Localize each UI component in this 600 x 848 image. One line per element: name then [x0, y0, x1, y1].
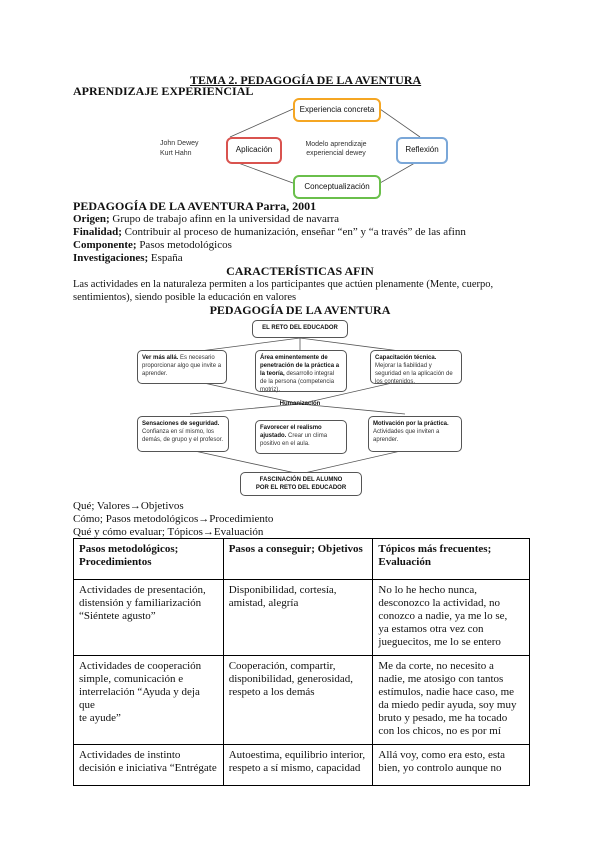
cell-line: Cooperación, compartir,	[228, 660, 336, 672]
flow-box-6-heading: Motivación por la práctica.	[373, 421, 449, 427]
cell-line: Disponibilidad, cortesía,	[228, 584, 337, 596]
cell-line: Actividades de presentación,	[79, 584, 206, 596]
flow-box-5-text: Crear un clima positivo en el aula.	[260, 433, 328, 447]
flow-box-4-heading: Sensaciones de seguridad.	[142, 421, 220, 427]
table-row	[74, 656, 530, 745]
cell-line: Autoestima, equilibrio interior,	[228, 749, 366, 761]
cell-line: simple, comunicación e	[79, 673, 184, 685]
cell-line: da miedo pedir ayuda, soy muy	[378, 699, 517, 711]
componente-text: Pasos metodológicos	[136, 239, 232, 251]
cell-line: Me da corte, no necesito a	[378, 660, 494, 672]
cell-line: nadie, me atosigo con tantos	[378, 673, 504, 685]
cell-line: ya estamos otra vez con	[378, 623, 484, 635]
cell-line: Evaluación	[378, 556, 431, 568]
flow-box-1-text: Es necesario proporcionar algo que invite a aprender.	[142, 355, 222, 377]
flow-box-3-heading: Capacitación técnica.	[375, 355, 437, 361]
flow-box-6	[368, 416, 462, 452]
flow-box-2	[255, 350, 347, 392]
flow-box-4	[137, 416, 229, 452]
flow-heading: PEDAGOGÍA DE LA AVENTURA	[209, 303, 391, 317]
cell-line: Tópicos más frecuentes;	[378, 543, 492, 555]
table-header-cell	[373, 539, 530, 580]
flow-box-5	[255, 420, 347, 454]
flow-box-5-heading: Favorecer el realismo ajustado.	[260, 425, 322, 439]
cell-line: Pasos metodológicos;	[79, 543, 179, 555]
author-hahn: Kurt Hahn	[160, 150, 192, 157]
flow-top-label: EL RETO DEL EDUCADOR	[262, 325, 338, 331]
cycle-node-bottom-label: Conceptualización	[304, 182, 370, 191]
cycle-node-bottom	[293, 175, 381, 199]
cycle-center-label	[295, 140, 377, 158]
cell-line: bruto y pesado, me ha tocado	[378, 712, 508, 724]
cell-line: bien, yo controlo aunque no	[378, 762, 502, 774]
cycle-connector	[380, 109, 420, 137]
cycle-center-line: Modelo aprendizaje	[305, 141, 367, 148]
cycle-node-left-label: Aplicación	[235, 145, 273, 154]
cell-line: estímulos, nadie hace caso, me	[378, 686, 515, 698]
que-line: Qué; Valores→Objetivos	[73, 500, 184, 512]
cycle-connector	[230, 109, 293, 137]
cell-line: decisión e iniciativa “Entrégate	[79, 762, 217, 774]
cell-line: Procedimientos	[79, 556, 152, 568]
cell-line: Actividades de cooperación	[79, 660, 202, 672]
cell-line: distensión y familiarización	[79, 597, 202, 609]
flow-bottom-box	[240, 472, 362, 496]
cell-line: No lo he hecho nunca,	[378, 584, 478, 596]
table-cell	[373, 580, 530, 656]
cell-line: amistad, alegría	[228, 597, 299, 609]
flow-bottom-line: FASCINACIÓN DEL ALUMNO	[259, 477, 343, 483]
table-header-cell	[74, 539, 224, 580]
origen-line	[73, 213, 339, 226]
investigaciones-label: Investigaciones;	[73, 252, 149, 264]
flow-box-2-heading: Área eminentemente de penetración de la práctica a la teoría,	[260, 355, 340, 377]
table-header-row	[74, 539, 530, 580]
pedagogia-heading: PEDAGOGÍA DE LA AVENTURA Parra, 2001	[73, 199, 317, 213]
flow-box-3	[370, 350, 462, 384]
como-line: Cómo; Pasos metodológicos→Procedimiento	[73, 513, 274, 525]
evaluar-line: Qué y cómo evaluar; Tópicos→Evaluación	[73, 526, 264, 538]
cycle-node-left	[226, 137, 282, 164]
investigaciones-line	[73, 252, 183, 265]
table-cell	[223, 580, 373, 656]
finalidad-label: Finalidad;	[73, 226, 122, 238]
flow-middle-label: Humanización	[279, 401, 321, 407]
cell-line: interrelación “Ayuda y deja que	[79, 686, 200, 711]
cell-line: jueguecitos, me lo se entero	[378, 636, 501, 648]
cycle-node-right	[396, 137, 448, 164]
flow-box-6-text: Actividades que inviten a aprender.	[373, 429, 440, 443]
flow-box-1	[137, 350, 227, 384]
finalidad-line	[73, 226, 466, 239]
cell-line: con los chicos, no es por mí	[378, 725, 501, 737]
cell-line: respeto a los demás	[228, 686, 315, 698]
cycle-authors	[160, 139, 199, 159]
table-cell	[373, 745, 530, 786]
componente-label: Componente;	[73, 239, 137, 251]
caracteristicas-heading: CARACTERÍSTICAS AFIN	[226, 264, 374, 278]
cell-line: Allá voy, como era esto, esta	[378, 749, 506, 761]
table-row	[74, 745, 530, 786]
cell-line: disponibilidad, generosidad,	[228, 673, 354, 685]
table-cell	[223, 656, 373, 745]
cell-line: “Siéntete agusto”	[79, 610, 156, 622]
cycle-center-line: experiencial dewey	[306, 150, 366, 157]
finalidad-text: Contribuir al proceso de humanización, enseñar “en” y “a través” de las afinn	[121, 226, 466, 238]
flow-top-box	[252, 320, 348, 338]
cell-line: respeto a sí mismo, capacidad	[228, 762, 361, 774]
flow-box-3-text: Mejorar la fiabilidad y seguridad en la aplicación de los contenidos.	[375, 363, 453, 385]
table-cell	[74, 656, 224, 745]
cell-line: desconozco la actividad, no	[378, 597, 500, 609]
table-cell	[373, 656, 530, 745]
caracteristicas-text-2: sentimientos), siendo posible la educación en valores	[73, 292, 297, 303]
table-cell	[74, 745, 224, 786]
table-header-cell	[223, 539, 373, 580]
cell-line: conozco a nadie, ya me lo se,	[378, 610, 508, 622]
table-row	[74, 580, 530, 656]
investigaciones-text: España	[148, 252, 183, 264]
pasos-table	[73, 538, 530, 786]
flow-box-4-text: Confianza en sí mismo, los demás, de grupo y el profesor.	[142, 429, 224, 443]
document-title: TEMA 2. PEDAGOGÍA DE LA AVENTURA	[190, 73, 422, 87]
flow-box-2-text: desarrollo integral de la persona (competencia motriz).	[260, 371, 335, 393]
componente-line	[73, 239, 232, 252]
cell-line: Pasos a conseguir; Objetivos	[228, 543, 363, 555]
flow-bottom-line: POR EL RETO DEL EDUCADOR	[255, 485, 347, 491]
cycle-node-top-label: Experiencia concreta	[299, 105, 375, 114]
section-heading-aprendizaje: APRENDIZAJE EXPERIENCIAL	[73, 84, 254, 98]
cell-line: te ayude”	[79, 712, 121, 724]
cycle-node-right-label: Reflexión	[405, 145, 439, 154]
cell-line: Actividades de instinto	[79, 749, 181, 761]
origen-label: Origen;	[73, 213, 110, 225]
table-cell	[223, 745, 373, 786]
table-cell	[74, 580, 224, 656]
origen-text: Grupo de trabajo afinn en la universidad de navarra	[109, 213, 340, 225]
flow-box-1-heading: Ver más allá.	[142, 355, 179, 361]
cycle-node-top	[293, 98, 381, 122]
author-dewey: John Dewey	[160, 140, 199, 147]
caracteristicas-text-1: Las actividades en la naturaleza permiten a los participantes que actúen plenamente (Mente, cuerpo,	[73, 279, 494, 290]
